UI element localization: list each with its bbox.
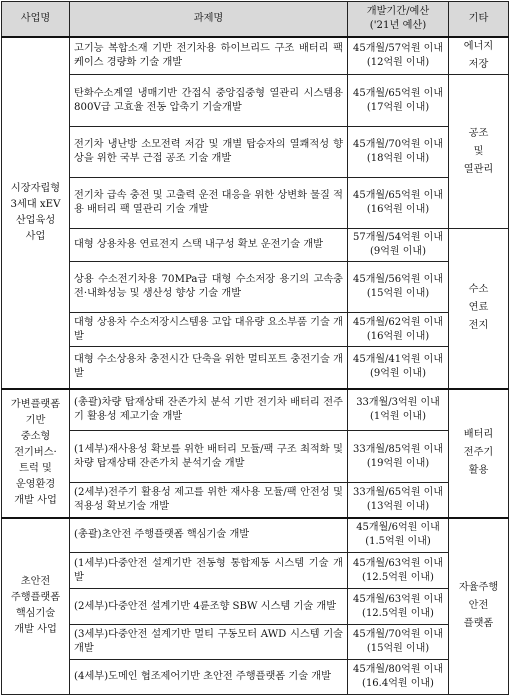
header-project: 과제명: [70, 2, 348, 38]
table-row: [2, 389, 509, 431]
etc-line: 전지: [468, 320, 489, 332]
budget-text: (1억원 이내): [370, 410, 426, 422]
etc-line: 연료: [468, 302, 489, 314]
budget-text: (17억원 이내): [366, 101, 430, 113]
budget-cell: [348, 178, 449, 229]
budget-text: (16억원 이내): [366, 204, 430, 215]
budget-text: (9억원 이내): [370, 246, 426, 257]
period-text: 33개월/85억원 이내: [353, 443, 443, 455]
etc-line: 수소: [468, 284, 489, 296]
table-row: [2, 589, 509, 625]
period-text: 45개월/70억원 이내: [353, 629, 443, 640]
etc-line: 자율주행: [458, 582, 499, 594]
business-line: 개발 사업: [14, 495, 57, 506]
project-cell: 대형 상용차용 연료전지 스택 내구성 확보 운전기술 개발: [70, 229, 348, 262]
table-row: [2, 178, 509, 229]
table-row: [2, 431, 509, 483]
table-row: [2, 660, 509, 695]
period-text: 45개월/70억원 이내: [353, 139, 443, 150]
budget-cell: [348, 518, 449, 553]
etc-line: 열관리: [463, 163, 494, 175]
budget-cell: [348, 75, 449, 127]
business-line: 기반: [25, 415, 46, 426]
period-text: 45개월/80억원 이내: [353, 664, 443, 675]
period-text: 45개월/63억원 이내: [353, 557, 443, 569]
project-cell: 대형 수소상용차 충전시간 단축을 위한 멀티포트 충전기술 개발: [70, 347, 348, 389]
project-cell: 고기능 복합소재 기반 전기차용 하이브리드 구조 배터리 팩 케이스 경량화 기술 개발: [70, 37, 348, 75]
project-cell: (3세부)다중안전 설계기반 멀티 구동모터 AWD 시스템 기술 개발: [70, 625, 348, 660]
etc-line: 플랫폼: [463, 618, 494, 630]
budget-text: (13억원 이내): [366, 500, 430, 512]
budget-cell: [348, 229, 449, 262]
project-table-container: [1, 1, 509, 695]
business-line: 3세대 xEV: [10, 198, 61, 210]
business-cell: [2, 518, 70, 695]
table-row: [2, 625, 509, 660]
business-line: 사업: [25, 230, 46, 242]
budget-text: (12.5억원 이내): [362, 607, 434, 619]
table-row: [2, 127, 509, 178]
table-row: [2, 75, 509, 127]
project-cell: 탄화수소계열 냉매기반 간접식 중앙집중형 열관리 시스템용 800V급 고효율 전동 압축기 기술개발: [70, 75, 348, 127]
budget-cell: [348, 127, 449, 178]
project-cell: (2세부)전주기 활용성 제고를 위한 재사용 모듈/팩 안전성 및 적용성 확보기술 개발: [70, 483, 348, 518]
table-row: [2, 262, 509, 313]
project-cell: (총괄)차량 탑재상태 잔존가치 분석 기반 전기차 배터리 전주기 활용성 제고기술 개발: [70, 389, 348, 431]
project-cell: (1세부)다중안전 설계기반 전동형 통합제동 시스템 기술 개발: [70, 553, 348, 589]
budget-cell: [348, 625, 449, 660]
budget-text: (12억원 이내): [366, 57, 430, 68]
etc-line: 및: [473, 145, 484, 157]
budget-cell: [348, 37, 449, 75]
business-cell: [2, 37, 70, 389]
budget-cell: [348, 431, 449, 483]
period-text: 57개월/54억원 이내: [353, 232, 443, 243]
etc-line: 공조: [468, 127, 489, 139]
etc-cell: [449, 389, 509, 518]
table-row: [2, 483, 509, 518]
period-text: 45개월/6억원 이내: [356, 522, 440, 534]
budget-cell: [348, 347, 449, 389]
etc-line: 배터리: [463, 429, 494, 440]
budget-cell: [348, 553, 449, 589]
period-text: 45개월/65억원 이내: [353, 190, 443, 201]
etc-line: 안전: [468, 600, 489, 612]
period-text: 45개월/65억원 이내: [353, 87, 443, 99]
header-budget-line2: ('21년 예산): [369, 20, 427, 31]
business-line: 전기버스·: [14, 447, 57, 458]
project-cell: (4세부)도메인 협조제어기반 초안전 주행플랫폼 기술 개발: [70, 660, 348, 695]
etc-cell: [449, 518, 509, 695]
header-row: [2, 2, 509, 38]
etc-line: 활용: [468, 465, 489, 476]
table-row: [2, 313, 509, 347]
budget-text: (19억원 이내): [366, 457, 430, 469]
table-row: [2, 37, 509, 75]
etc-cell: [449, 229, 509, 389]
project-cell: (1세부)재사용성 확보를 위한 배터리 모듈/팩 구조 최적화 및 차량 탑재상태 잔존가치 분석기술 개발: [70, 431, 348, 483]
project-cell: 전기차 급속 충전 및 고출력 운전 대응을 위한 상변화 물질 적용 배터리 팩 열관리 기술 개발: [70, 178, 348, 229]
budget-text: (12.5억원 이내): [362, 571, 434, 583]
project-cell: (2세부)다중안전 설계기반 4륜조향 SBW 시스템 기술 개발: [70, 589, 348, 625]
business-line: 개발 사업: [14, 624, 57, 636]
budget-text: (18억원 이내): [366, 153, 430, 164]
business-line: 가변플랫폼: [10, 399, 61, 410]
period-text: 33개월/65억원 이내: [353, 486, 443, 498]
project-cell: 상용 수소전기차용 70MPa급 대형 수소저장 용기의 고속충전·내화성능 및 생산성 향상 기술 개발: [70, 262, 348, 313]
budget-text: (16.4억원 이내): [362, 678, 434, 689]
budget-cell: [348, 313, 449, 347]
budget-text: (9억원 이내): [370, 368, 426, 380]
business-line: 초안전: [20, 576, 51, 588]
budget-cell: [348, 262, 449, 313]
etc-line: 전주기: [463, 447, 494, 458]
table-row: [2, 553, 509, 589]
budget-text: (1.5억원 이내): [365, 536, 431, 548]
etc-line: 에너지: [463, 41, 494, 52]
period-text: 45개월/56억원 이내: [353, 274, 443, 285]
table-row: [2, 229, 509, 262]
project-cell: 대형 상용차 수소저장시스템용 고압 대유량 요소부품 기술 개발: [70, 313, 348, 347]
budget-cell: [348, 389, 449, 431]
business-line: 주행플랫폼: [10, 592, 61, 604]
business-line: 중소형: [20, 431, 51, 442]
header-budget: [348, 2, 449, 38]
budget-text: (15억원 이내): [366, 643, 430, 654]
project-cell: 전기차 냉난방 소모전력 저감 및 개별 탑승자의 열쾌적성 향상을 위한 국부 근접 공조 기술 개발: [70, 127, 348, 178]
budget-text: (15억원 이내): [366, 288, 430, 299]
table-row: [2, 347, 509, 389]
table-row: [2, 518, 509, 553]
period-text: 33개월/3억원 이내: [356, 396, 440, 408]
budget-text: (16억원 이내): [366, 330, 430, 342]
etc-line: 저장: [468, 59, 489, 70]
etc-cell: [449, 75, 509, 229]
header-etc: 기타: [449, 2, 509, 38]
header-business: 사업명: [2, 2, 70, 38]
project-table: [1, 1, 509, 695]
period-text: 45개월/62억원 이내: [353, 316, 443, 328]
business-line: 핵심기술: [15, 608, 56, 620]
budget-cell: [348, 483, 449, 518]
business-cell: [2, 389, 70, 518]
period-text: 45개월/41억원 이내: [353, 354, 443, 366]
business-line: 시장자립형: [10, 182, 61, 194]
etc-cell: [449, 37, 509, 75]
business-line: 트럭 및: [19, 463, 52, 474]
header-budget-line1: 개발기간/예산: [366, 6, 430, 17]
period-text: 45개월/57억원 이내: [353, 43, 443, 54]
budget-cell: [348, 660, 449, 695]
budget-cell: [348, 589, 449, 625]
period-text: 45개월/63억원 이내: [353, 593, 443, 605]
business-line: 산업육성: [15, 214, 56, 226]
business-line: 운영환경: [15, 479, 56, 490]
project-cell: (총괄)초안전 주행플랫폼 핵심기술 개발: [70, 518, 348, 553]
